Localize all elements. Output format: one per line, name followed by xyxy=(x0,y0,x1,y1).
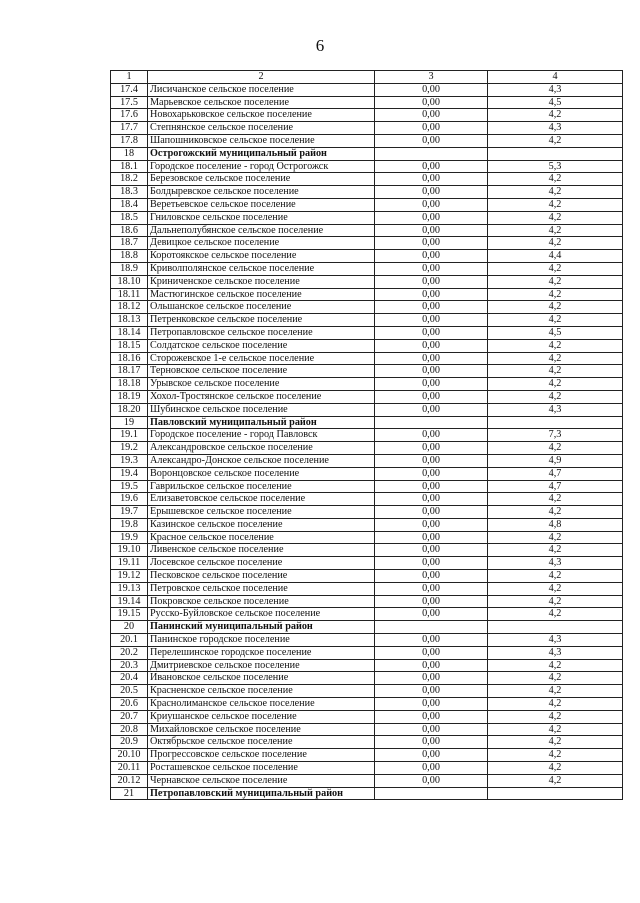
settlement-name-cell: Красное сельское поселение xyxy=(148,531,375,544)
table-row xyxy=(111,160,623,173)
settlements-table xyxy=(110,70,623,800)
table-row xyxy=(111,429,623,442)
row-number-cell: 18.5 xyxy=(111,211,148,224)
column-3-value-cell: 0,00 xyxy=(375,198,488,211)
column-4-value-cell: 4,2 xyxy=(488,762,623,775)
settlement-name-cell: Мастюгинское сельское поселение xyxy=(148,288,375,301)
column-4-value-cell: 4,2 xyxy=(488,595,623,608)
settlement-name-cell: Степнянское сельское поселение xyxy=(148,122,375,135)
column-4-value-cell: 4,2 xyxy=(488,109,623,122)
settlement-name-cell: Красненское сельское поселение xyxy=(148,685,375,698)
table-row xyxy=(111,736,623,749)
row-number-cell: 18.15 xyxy=(111,339,148,352)
column-4-value-cell: 4,9 xyxy=(488,454,623,467)
settlement-name-cell: Городское поселение - город Павловск xyxy=(148,429,375,442)
table-row xyxy=(111,710,623,723)
row-number-cell: 18.1 xyxy=(111,160,148,173)
column-3-value-cell: 0,00 xyxy=(375,134,488,147)
table-row xyxy=(111,723,623,736)
column-3-value-cell: 0,00 xyxy=(375,531,488,544)
settlement-name-cell: Криволполянское сельское поселение xyxy=(148,262,375,275)
row-number-cell: 19.11 xyxy=(111,557,148,570)
row-number-cell: 17.7 xyxy=(111,122,148,135)
row-number-cell: 17.4 xyxy=(111,83,148,96)
settlement-name-cell: Краснолиманское сельское поселение xyxy=(148,698,375,711)
table-row xyxy=(111,211,623,224)
table-header-row xyxy=(111,71,623,84)
column-4-value-cell: 4,2 xyxy=(488,390,623,403)
row-number-cell: 19.10 xyxy=(111,544,148,557)
column-4-value-cell: 4,2 xyxy=(488,710,623,723)
settlement-name-cell: Александро-Донское сельское поселение xyxy=(148,454,375,467)
row-number-cell: 18.4 xyxy=(111,198,148,211)
table-row xyxy=(111,262,623,275)
table-row xyxy=(111,454,623,467)
column-3-value-cell: 0,00 xyxy=(375,442,488,455)
column-4-value-cell: 4,2 xyxy=(488,672,623,685)
table-row xyxy=(111,134,623,147)
row-number-cell: 20.11 xyxy=(111,762,148,775)
column-3-value-cell: 0,00 xyxy=(375,326,488,339)
table-row xyxy=(111,365,623,378)
settlement-name-cell: Криушанское сельское поселение xyxy=(148,710,375,723)
column-3-value-cell: 0,00 xyxy=(375,723,488,736)
column-4-value-cell: 4,2 xyxy=(488,186,623,199)
settlement-name-cell: Петропавловское сельское поселение xyxy=(148,326,375,339)
row-number-cell: 19.5 xyxy=(111,480,148,493)
column-4-value-cell: 4,2 xyxy=(488,288,623,301)
column-4-value-cell: 4,2 xyxy=(488,685,623,698)
table-row xyxy=(111,390,623,403)
column-3-value-cell: 0,00 xyxy=(375,595,488,608)
column-3-value-cell: 0,00 xyxy=(375,454,488,467)
column-4-value-cell: 4,2 xyxy=(488,442,623,455)
settlement-name-cell: Лисичанское сельское поселение xyxy=(148,83,375,96)
column-4-value-cell: 4,2 xyxy=(488,275,623,288)
district-row xyxy=(111,147,623,160)
settlement-name-cell: Дмитриевское сельское поселение xyxy=(148,659,375,672)
table-row xyxy=(111,749,623,762)
table-row xyxy=(111,352,623,365)
column-4-value-cell xyxy=(488,621,623,634)
row-number-cell: 19.7 xyxy=(111,506,148,519)
column-3-value-cell: 0,00 xyxy=(375,570,488,583)
column-3-value-cell: 0,00 xyxy=(375,109,488,122)
row-number-cell: 18.9 xyxy=(111,262,148,275)
table-row xyxy=(111,544,623,557)
row-number-cell: 18.12 xyxy=(111,301,148,314)
column-4-value-cell xyxy=(488,787,623,800)
column-4-value-cell: 4,2 xyxy=(488,749,623,762)
column-3-value-cell: 0,00 xyxy=(375,659,488,672)
column-4-value-cell: 4,4 xyxy=(488,250,623,263)
table-row xyxy=(111,698,623,711)
row-number-cell: 20.9 xyxy=(111,736,148,749)
column-3-value-cell: 0,00 xyxy=(375,774,488,787)
district-row xyxy=(111,621,623,634)
row-number-cell: 18 xyxy=(111,147,148,160)
column-4-value-cell: 4,2 xyxy=(488,570,623,583)
column-4-value-cell: 4,2 xyxy=(488,723,623,736)
row-number-cell: 20.6 xyxy=(111,698,148,711)
column-4-value-cell: 4,2 xyxy=(488,339,623,352)
table-row xyxy=(111,83,623,96)
column-3-value-cell: 0,00 xyxy=(375,710,488,723)
table-row xyxy=(111,582,623,595)
settlement-name-cell: Шубинское сельское поселение xyxy=(148,403,375,416)
row-number-cell: 20.4 xyxy=(111,672,148,685)
column-3-value-cell: 0,00 xyxy=(375,390,488,403)
settlement-name-cell: Ерышевское сельское поселение xyxy=(148,506,375,519)
row-number-cell: 18.20 xyxy=(111,403,148,416)
settlement-name-cell: Русско-Буйловское сельское поселение xyxy=(148,608,375,621)
district-row xyxy=(111,787,623,800)
column-header: 1 xyxy=(111,71,148,84)
column-3-value-cell: 0,00 xyxy=(375,634,488,647)
row-number-cell: 20 xyxy=(111,621,148,634)
column-3-value-cell xyxy=(375,147,488,160)
row-number-cell: 18.8 xyxy=(111,250,148,263)
settlement-name-cell: Перелешинское городское поселение xyxy=(148,646,375,659)
row-number-cell: 19.9 xyxy=(111,531,148,544)
settlement-name-cell: Гниловское сельское поселение xyxy=(148,211,375,224)
row-number-cell: 19.15 xyxy=(111,608,148,621)
table-row xyxy=(111,250,623,263)
column-3-value-cell: 0,00 xyxy=(375,403,488,416)
settlement-name-cell: Панинское городское поселение xyxy=(148,634,375,647)
settlement-name-cell: Болдыревское сельское поселение xyxy=(148,186,375,199)
table-row xyxy=(111,275,623,288)
table-row xyxy=(111,301,623,314)
column-4-value-cell: 4,2 xyxy=(488,314,623,327)
column-4-value-cell: 4,2 xyxy=(488,698,623,711)
row-number-cell: 19.13 xyxy=(111,582,148,595)
column-4-value-cell: 4,2 xyxy=(488,134,623,147)
row-number-cell: 21 xyxy=(111,787,148,800)
settlement-name-cell: Воронцовское сельское поселение xyxy=(148,467,375,480)
column-4-value-cell: 4,2 xyxy=(488,301,623,314)
settlement-name-cell: Шапошниковское сельское поселение xyxy=(148,134,375,147)
column-4-value-cell: 4,2 xyxy=(488,173,623,186)
row-number-cell: 20.12 xyxy=(111,774,148,787)
table-row xyxy=(111,237,623,250)
column-3-value-cell xyxy=(375,416,488,429)
settlement-name-cell: Панинский муниципальный район xyxy=(148,621,375,634)
table-row xyxy=(111,288,623,301)
column-4-value-cell: 4,2 xyxy=(488,531,623,544)
settlement-name-cell: Прогрессовское сельское поселение xyxy=(148,749,375,762)
settlement-name-cell: Хохол-Тростянское сельское поселение xyxy=(148,390,375,403)
column-3-value-cell: 0,00 xyxy=(375,557,488,570)
row-number-cell: 18.13 xyxy=(111,314,148,327)
row-number-cell: 18.19 xyxy=(111,390,148,403)
settlement-name-cell: Марьевское сельское поселение xyxy=(148,96,375,109)
column-3-value-cell xyxy=(375,621,488,634)
column-3-value-cell: 0,00 xyxy=(375,493,488,506)
row-number-cell: 17.5 xyxy=(111,96,148,109)
table-row xyxy=(111,608,623,621)
settlement-name-cell: Петровское сельское поселение xyxy=(148,582,375,595)
table-row xyxy=(111,595,623,608)
row-number-cell: 18.14 xyxy=(111,326,148,339)
row-number-cell: 18.18 xyxy=(111,378,148,391)
column-3-value-cell: 0,00 xyxy=(375,339,488,352)
row-number-cell: 18.10 xyxy=(111,275,148,288)
settlement-name-cell: Октябрьское сельское поселение xyxy=(148,736,375,749)
column-4-value-cell: 5,3 xyxy=(488,160,623,173)
column-4-value-cell: 4,2 xyxy=(488,774,623,787)
column-3-value-cell: 0,00 xyxy=(375,250,488,263)
table-row xyxy=(111,634,623,647)
column-4-value-cell: 4,2 xyxy=(488,237,623,250)
table-row xyxy=(111,518,623,531)
table-row xyxy=(111,646,623,659)
column-4-value-cell: 4,2 xyxy=(488,582,623,595)
table-row xyxy=(111,403,623,416)
row-number-cell: 18.11 xyxy=(111,288,148,301)
row-number-cell: 17.6 xyxy=(111,109,148,122)
table-row xyxy=(111,774,623,787)
row-number-cell: 19.12 xyxy=(111,570,148,583)
column-header: 2 xyxy=(148,71,375,84)
settlement-name-cell: Ольшанское сельское поселение xyxy=(148,301,375,314)
row-number-cell: 18.7 xyxy=(111,237,148,250)
settlement-name-cell: Петропавловский муниципальный район xyxy=(148,787,375,800)
row-number-cell: 19.14 xyxy=(111,595,148,608)
settlement-name-cell: Урывское сельское поселение xyxy=(148,378,375,391)
settlement-name-cell: Ивановское сельское поселение xyxy=(148,672,375,685)
column-3-value-cell: 0,00 xyxy=(375,224,488,237)
settlement-name-cell: Елизаветовское сельское поселение xyxy=(148,493,375,506)
settlement-name-cell: Новохарьковское сельское поселение xyxy=(148,109,375,122)
column-3-value-cell: 0,00 xyxy=(375,646,488,659)
column-3-value-cell: 0,00 xyxy=(375,672,488,685)
row-number-cell: 20.8 xyxy=(111,723,148,736)
page-number: 6 xyxy=(315,36,325,55)
table-body xyxy=(111,71,623,800)
row-number-cell: 18.2 xyxy=(111,173,148,186)
settlement-name-cell: Девицкое сельское поселение xyxy=(148,237,375,250)
column-4-value-cell: 4,2 xyxy=(488,544,623,557)
table-row xyxy=(111,378,623,391)
settlement-name-cell: Песковское сельское поселение xyxy=(148,570,375,583)
row-number-cell: 18.16 xyxy=(111,352,148,365)
settlement-name-cell: Березовское сельское поселение xyxy=(148,173,375,186)
column-3-value-cell: 0,00 xyxy=(375,518,488,531)
column-4-value-cell: 4,2 xyxy=(488,736,623,749)
row-number-cell: 17.8 xyxy=(111,134,148,147)
table-row xyxy=(111,480,623,493)
settlement-name-cell: Павловский муниципальный район xyxy=(148,416,375,429)
column-4-value-cell: 4,2 xyxy=(488,365,623,378)
column-4-value-cell: 4,2 xyxy=(488,198,623,211)
settlement-name-cell: Острогожский муниципальный район xyxy=(148,147,375,160)
settlement-name-cell: Гаврильское сельское поселение xyxy=(148,480,375,493)
table-row xyxy=(111,672,623,685)
column-header: 4 xyxy=(488,71,623,84)
table-row xyxy=(111,762,623,775)
table-row xyxy=(111,493,623,506)
settlement-name-cell: Покровское сельское поселение xyxy=(148,595,375,608)
column-4-value-cell: 4,3 xyxy=(488,634,623,647)
column-4-value-cell: 4,2 xyxy=(488,493,623,506)
column-4-value-cell: 4,2 xyxy=(488,378,623,391)
settlement-name-cell: Михайловское сельское поселение xyxy=(148,723,375,736)
row-number-cell: 19.3 xyxy=(111,454,148,467)
settlement-name-cell: Коротоякское сельское поселение xyxy=(148,250,375,263)
column-3-value-cell: 0,00 xyxy=(375,736,488,749)
column-3-value-cell: 0,00 xyxy=(375,685,488,698)
row-number-cell: 18.17 xyxy=(111,365,148,378)
column-4-value-cell: 4,5 xyxy=(488,96,623,109)
column-3-value-cell: 0,00 xyxy=(375,582,488,595)
column-3-value-cell xyxy=(375,787,488,800)
column-3-value-cell: 0,00 xyxy=(375,749,488,762)
column-3-value-cell: 0,00 xyxy=(375,429,488,442)
settlement-name-cell: Криниченское сельское поселение xyxy=(148,275,375,288)
row-number-cell: 20.1 xyxy=(111,634,148,647)
settlement-name-cell: Росташевское сельское поселение xyxy=(148,762,375,775)
column-4-value-cell: 4,5 xyxy=(488,326,623,339)
row-number-cell: 19.6 xyxy=(111,493,148,506)
column-4-value-cell: 4,2 xyxy=(488,352,623,365)
column-3-value-cell: 0,00 xyxy=(375,301,488,314)
settlement-name-cell: Казинское сельское поселение xyxy=(148,518,375,531)
column-4-value-cell: 7,3 xyxy=(488,429,623,442)
column-3-value-cell: 0,00 xyxy=(375,211,488,224)
column-4-value-cell: 4,3 xyxy=(488,646,623,659)
column-3-value-cell: 0,00 xyxy=(375,288,488,301)
column-4-value-cell: 4,2 xyxy=(488,262,623,275)
table-row xyxy=(111,96,623,109)
column-4-value-cell: 4,8 xyxy=(488,518,623,531)
column-3-value-cell: 0,00 xyxy=(375,544,488,557)
column-4-value-cell: 4,3 xyxy=(488,122,623,135)
column-4-value-cell: 4,7 xyxy=(488,480,623,493)
table-row xyxy=(111,339,623,352)
column-3-value-cell: 0,00 xyxy=(375,314,488,327)
column-3-value-cell: 0,00 xyxy=(375,365,488,378)
column-3-value-cell: 0,00 xyxy=(375,608,488,621)
column-3-value-cell: 0,00 xyxy=(375,467,488,480)
table-row xyxy=(111,314,623,327)
settlement-name-cell: Петренковское сельское поселение xyxy=(148,314,375,327)
table-row xyxy=(111,173,623,186)
column-3-value-cell: 0,00 xyxy=(375,762,488,775)
column-4-value-cell: 4,2 xyxy=(488,211,623,224)
column-4-value-cell: 4,2 xyxy=(488,659,623,672)
column-4-value-cell: 4,3 xyxy=(488,403,623,416)
table-row xyxy=(111,109,623,122)
settlement-name-cell: Солдатское сельское поселение xyxy=(148,339,375,352)
row-number-cell: 18.6 xyxy=(111,224,148,237)
column-4-value-cell: 4,2 xyxy=(488,506,623,519)
settlement-name-cell: Терновское сельское поселение xyxy=(148,365,375,378)
settlement-name-cell: Александровское сельское поселение xyxy=(148,442,375,455)
column-4-value-cell xyxy=(488,416,623,429)
row-number-cell: 20.2 xyxy=(111,646,148,659)
row-number-cell: 19.4 xyxy=(111,467,148,480)
row-number-cell: 20.5 xyxy=(111,685,148,698)
column-3-value-cell: 0,00 xyxy=(375,122,488,135)
column-3-value-cell: 0,00 xyxy=(375,173,488,186)
table-row xyxy=(111,326,623,339)
column-3-value-cell: 0,00 xyxy=(375,378,488,391)
district-row xyxy=(111,416,623,429)
table-row xyxy=(111,467,623,480)
column-3-value-cell: 0,00 xyxy=(375,237,488,250)
row-number-cell: 19.1 xyxy=(111,429,148,442)
table-row xyxy=(111,659,623,672)
settlement-name-cell: Сторожевское 1-е сельское поселение xyxy=(148,352,375,365)
column-3-value-cell: 0,00 xyxy=(375,480,488,493)
column-3-value-cell: 0,00 xyxy=(375,698,488,711)
column-4-value-cell: 4,3 xyxy=(488,83,623,96)
settlement-name-cell: Веретьевское сельское поселение xyxy=(148,198,375,211)
table-row xyxy=(111,557,623,570)
column-4-value-cell: 4,7 xyxy=(488,467,623,480)
column-3-value-cell: 0,00 xyxy=(375,506,488,519)
settlement-name-cell: Городское поселение - город Острогожск xyxy=(148,160,375,173)
column-3-value-cell: 0,00 xyxy=(375,96,488,109)
column-3-value-cell: 0,00 xyxy=(375,186,488,199)
table-row xyxy=(111,685,623,698)
column-3-value-cell: 0,00 xyxy=(375,275,488,288)
table-row xyxy=(111,186,623,199)
table-row xyxy=(111,506,623,519)
table-row xyxy=(111,224,623,237)
column-3-value-cell: 0,00 xyxy=(375,83,488,96)
table-row xyxy=(111,570,623,583)
column-header: 3 xyxy=(375,71,488,84)
row-number-cell: 20.10 xyxy=(111,749,148,762)
settlement-name-cell: Лосевское сельское поселение xyxy=(148,557,375,570)
table-row xyxy=(111,442,623,455)
row-number-cell: 18.3 xyxy=(111,186,148,199)
column-3-value-cell: 0,00 xyxy=(375,262,488,275)
column-3-value-cell: 0,00 xyxy=(375,160,488,173)
column-3-value-cell: 0,00 xyxy=(375,352,488,365)
column-4-value-cell: 4,2 xyxy=(488,608,623,621)
row-number-cell: 20.3 xyxy=(111,659,148,672)
settlement-name-cell: Чернавское сельское поселение xyxy=(148,774,375,787)
row-number-cell: 20.7 xyxy=(111,710,148,723)
table-row xyxy=(111,122,623,135)
settlement-name-cell: Дальнеполубянское сельское поселение xyxy=(148,224,375,237)
table-row xyxy=(111,531,623,544)
column-4-value-cell: 4,3 xyxy=(488,557,623,570)
table-row xyxy=(111,198,623,211)
settlement-name-cell: Ливенское сельское поселение xyxy=(148,544,375,557)
row-number-cell: 19.8 xyxy=(111,518,148,531)
row-number-cell: 19.2 xyxy=(111,442,148,455)
column-4-value-cell: 4,2 xyxy=(488,224,623,237)
row-number-cell: 19 xyxy=(111,416,148,429)
column-4-value-cell xyxy=(488,147,623,160)
